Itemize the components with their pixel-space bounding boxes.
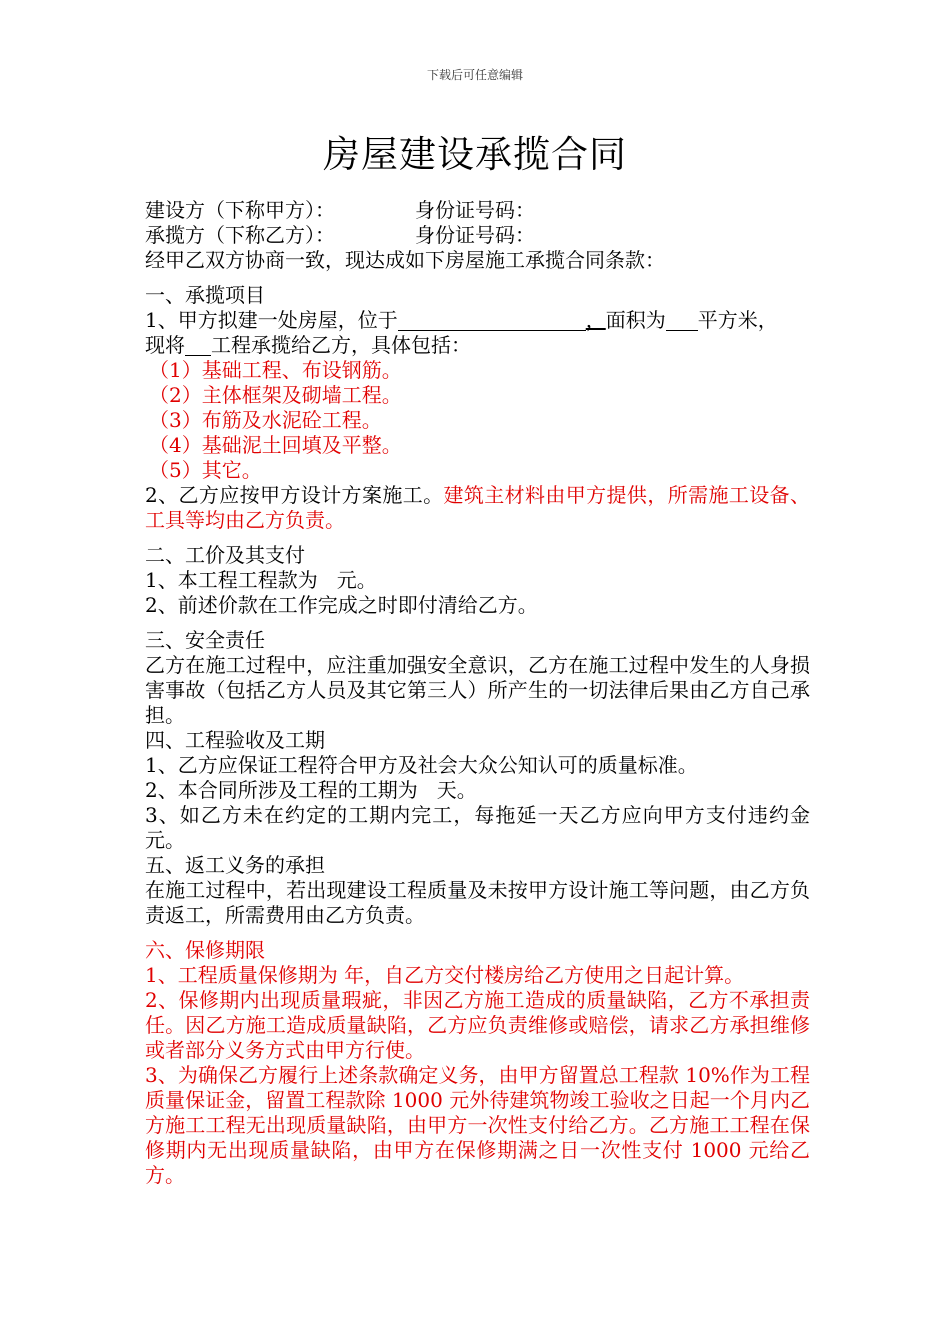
s1-subitem: （4）基础泥土回填及平整。 bbox=[149, 433, 402, 457]
s1-item2-text: 2、乙方应按甲方设计方案施工。 bbox=[145, 483, 444, 507]
s1-item2-highlight: 建筑主材料由甲方提供，所需施工设备、工具等均由乙方负责。 bbox=[145, 483, 811, 532]
s1-item1-text-d: 现将 bbox=[145, 333, 185, 357]
s1-item2 bbox=[145, 483, 810, 533]
party-a-label: 建设方（下称甲方）： bbox=[145, 198, 335, 222]
s6-item3: 3、为确保乙方履行上述条款确定义务，由甲方留置总工程款 10%作为工程质量保证金，留置工程款除 1000 元外待建筑物竣工验收之日起一个月内乙方施工工程无出现质量缺陷，由甲方一次性支付给乙方。乙方施工工程在保修期内无出现质量缺陷，由甲方在保修期满之日一次性支付 1000 元给乙方。 bbox=[145, 1063, 810, 1187]
s1-subitem: （1）基础工程、布设钢筋。 bbox=[149, 358, 402, 382]
s1-item1-text-c: 平方米， bbox=[697, 308, 778, 332]
section-4-heading: 四、工程验收及工期 bbox=[145, 728, 325, 752]
party-a-line bbox=[145, 198, 810, 223]
party-b-line bbox=[145, 223, 810, 248]
s1-item1-line2 bbox=[145, 333, 810, 358]
party-a-id-label: 身份证号码： bbox=[415, 198, 535, 222]
s5-body: 在施工过程中，若出现建设工程质量及未按甲方设计施工等问题，由乙方负责返工，所需费用由乙方负责。 bbox=[145, 878, 810, 927]
s1-item1-text-a: 1、甲方拟建一处房屋，位于 bbox=[145, 308, 398, 332]
section-6-heading: 六、保修期限 bbox=[145, 938, 265, 962]
s1-item1-text-e: 工程承揽给乙方，具体包括： bbox=[211, 333, 471, 357]
area-blank bbox=[666, 310, 698, 331]
header-note: 下载后可任意编辑 bbox=[426, 68, 523, 82]
s4-item1: 1、乙方应保证工程符合甲方及社会大众公知认可的质量标准。 bbox=[145, 753, 698, 777]
party-b-label: 承揽方（下称乙方）： bbox=[145, 223, 335, 247]
s4-item2: 2、本合同所涉及工程的工期为 天。 bbox=[145, 778, 477, 802]
s2-item2: 2、前述价款在工作完成之时即付清给乙方。 bbox=[145, 593, 538, 617]
party-b-id-label: 身份证号码： bbox=[415, 223, 535, 247]
project-blank bbox=[185, 335, 211, 356]
section-3-heading: 三、安全责任 bbox=[145, 628, 265, 652]
intro-line: 经甲乙双方协商一致，现达成如下房屋施工承揽合同条款： bbox=[145, 248, 665, 272]
s1-item1-text-b: 面积为 bbox=[605, 308, 666, 332]
contract-body bbox=[145, 198, 836, 1188]
s2-item1: 1、本工程工程款为 元。 bbox=[145, 568, 377, 592]
page-title: 房屋建设承揽合同 bbox=[323, 133, 627, 176]
s1-subitem: （3）布筋及水泥砼工程。 bbox=[149, 408, 382, 432]
s4-item3: 3、如乙方未在约定的工期内完工，每拖延一天乙方应向甲方支付违约金 元。 bbox=[145, 803, 836, 852]
section-1-heading: 一、承揽项目 bbox=[145, 283, 265, 307]
s1-subitem: （5）其它。 bbox=[149, 458, 262, 482]
section-5-heading: 五、返工义务的承担 bbox=[145, 853, 325, 877]
s1-subitem: （2）主体框架及砌墙工程。 bbox=[149, 383, 402, 407]
s1-item1-comma: ， bbox=[585, 308, 606, 332]
s6-item2: 2、保修期内出现质量瑕疵，非因乙方施工造成的质量缺陷，乙方不承担责任。因乙方施工造成质量缺陷，乙方应负责维修或赔偿，请求乙方承担维修或者部分义务方式由甲方行使。 bbox=[145, 988, 810, 1062]
location-blank bbox=[398, 310, 586, 331]
s3-body: 乙方在施工过程中，应注重加强安全意识，乙方在施工过程中发生的人身损害事故（包括乙方人员及其它第三人）所产生的一切法律后果由乙方自己承担。 bbox=[145, 653, 810, 727]
s1-item1-line1 bbox=[145, 308, 810, 333]
s6-item1: 1、工程质量保修期为 年，自乙方交付楼房给乙方使用之日起计算。 bbox=[145, 963, 745, 987]
section-2-heading: 二、工价及其支付 bbox=[145, 543, 305, 567]
